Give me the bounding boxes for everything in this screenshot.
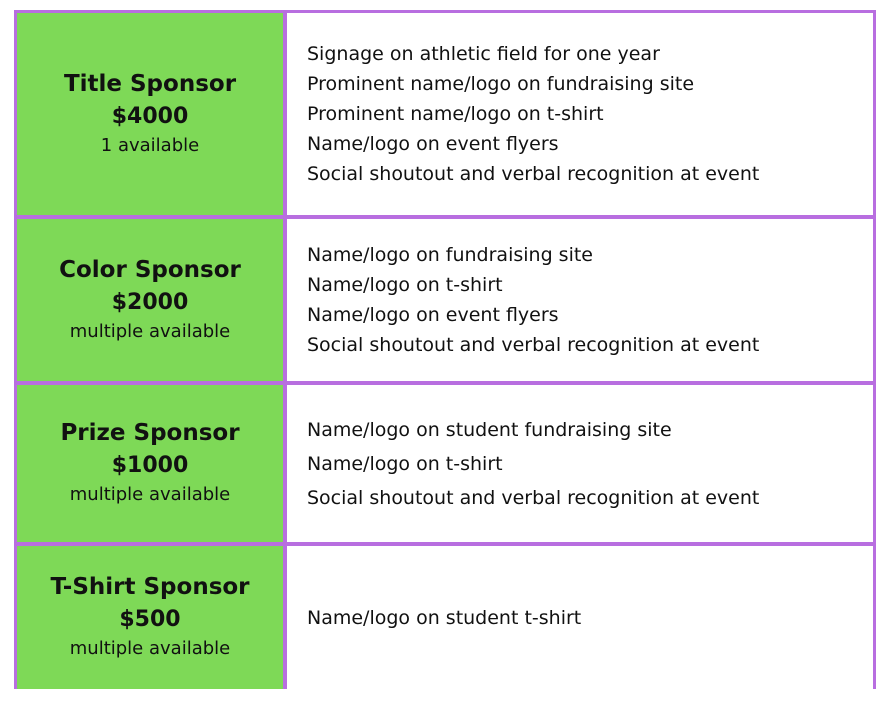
tier-cell-prize-sponsor [17,385,283,542]
benefit-item: Name/logo on student t-shirt [307,606,582,629]
tier-availability: 1 available [100,134,200,156]
benefit-item: Signage on athletic field for one year [307,43,660,65]
benefit-item: Name/logo on t-shirt [307,274,503,296]
benefit-item: Name/logo on fundraising site [307,244,593,266]
benefits-cell-tshirt-sponsor [287,546,873,689]
benefit-item: Social shoutout and verbal recognition at event [307,334,760,356]
benefit-item: Prominent name/logo on t-shirt [307,103,604,125]
benefit-item: Name/logo on student fundraising site [307,418,672,441]
benefit-item: Social shoutout and verbal recognition at event [307,163,760,185]
benefit-item: Name/logo on event flyers [307,133,559,155]
benefits-cell-color-sponsor [287,219,873,381]
tier-name: Title Sponsor [63,70,237,97]
tier-price: $4000 [111,103,189,129]
tier-name: Prize Sponsor [60,420,240,447]
tier-name: Color Sponsor [59,256,241,283]
benefits-cell-title-sponsor [287,13,873,215]
sponsorship-table [14,10,876,689]
tier-price: $500 [119,607,181,633]
tier-price: $2000 [111,289,189,315]
tier-availability: multiple available [69,484,231,506]
tier-cell-title-sponsor [17,13,283,215]
benefit-item: Name/logo on t-shirt [307,452,503,475]
tier-cell-tshirt-sponsor [17,546,283,689]
tier-cell-color-sponsor [17,219,283,381]
benefits-cell-prize-sponsor [287,385,873,542]
benefit-item: Social shoutout and verbal recognition at event [307,486,760,509]
tier-availability: multiple available [69,638,231,660]
benefit-item: Name/logo on event flyers [307,304,559,326]
tier-name: T-Shirt Sponsor [50,574,250,601]
tier-availability: multiple available [69,320,231,342]
tier-price: $1000 [111,453,189,479]
benefit-item: Prominent name/logo on fundraising site [307,73,695,95]
